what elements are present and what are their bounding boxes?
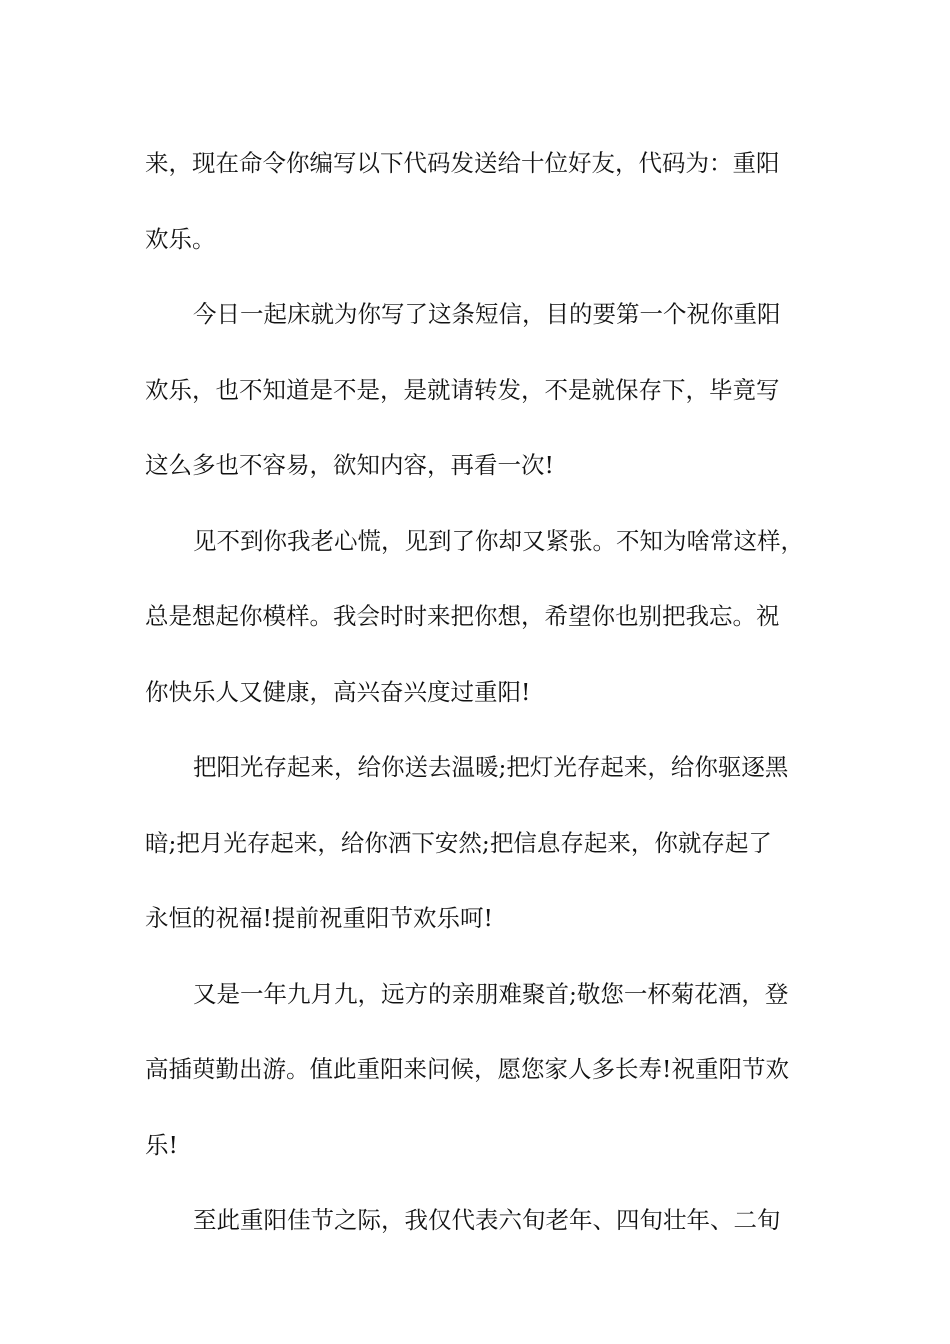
text-line: 来，现在命令你编写以下代码发送给十位好友，代码为：重阳 bbox=[145, 149, 780, 177]
text-line: 欢乐。 bbox=[145, 224, 216, 253]
text-line: 至此重阳佳节之际，我仅代表六旬老年、四旬壮年、二旬 bbox=[193, 1206, 781, 1234]
paragraph bbox=[145, 504, 825, 731]
text-line: 永恒的祝福!提前祝重阳节欢乐呵! bbox=[145, 904, 493, 932]
text-line: 又是一年九月九，远方的亲朋难聚首;敬您一杯菊花酒，登 bbox=[193, 979, 789, 1008]
text-line: 这么多也不容易，欲知内容，再看一次! bbox=[145, 451, 554, 479]
paragraph bbox=[145, 126, 825, 277]
text-line: 乐! bbox=[145, 1130, 178, 1159]
text-line: 欢乐，也不知道是不是，是就请转发，不是就保存下，毕竟写 bbox=[145, 375, 780, 404]
text-line: 高插萸勤出游。值此重阳来问候，愿您家人多长寿!祝重阳节欢 bbox=[145, 1055, 789, 1083]
text-line: 把阳光存起来，给你送去温暖;把灯光存起来，给你驱逐黑 bbox=[193, 753, 789, 781]
paragraph bbox=[145, 957, 825, 1184]
text-line: 你快乐人又健康，高兴奋兴度过重阳! bbox=[145, 677, 531, 706]
document-body bbox=[145, 126, 825, 1259]
paragraph bbox=[145, 1183, 825, 1259]
text-line: 今日一起床就为你写了这条短信，目的要第一个祝你重阳 bbox=[193, 300, 781, 328]
paragraph bbox=[145, 730, 825, 957]
text-line: 总是想起你模样。我会时时来把你想，希望你也别把我忘。祝 bbox=[145, 602, 780, 630]
paragraph bbox=[145, 277, 825, 504]
text-line: 暗;把月光存起来，给你洒下安然;把信息存起来，你就存起了 bbox=[145, 828, 772, 857]
text-line: 见不到你我老心慌，见到了你却又紧张。不知为啥常这样， bbox=[193, 526, 804, 555]
